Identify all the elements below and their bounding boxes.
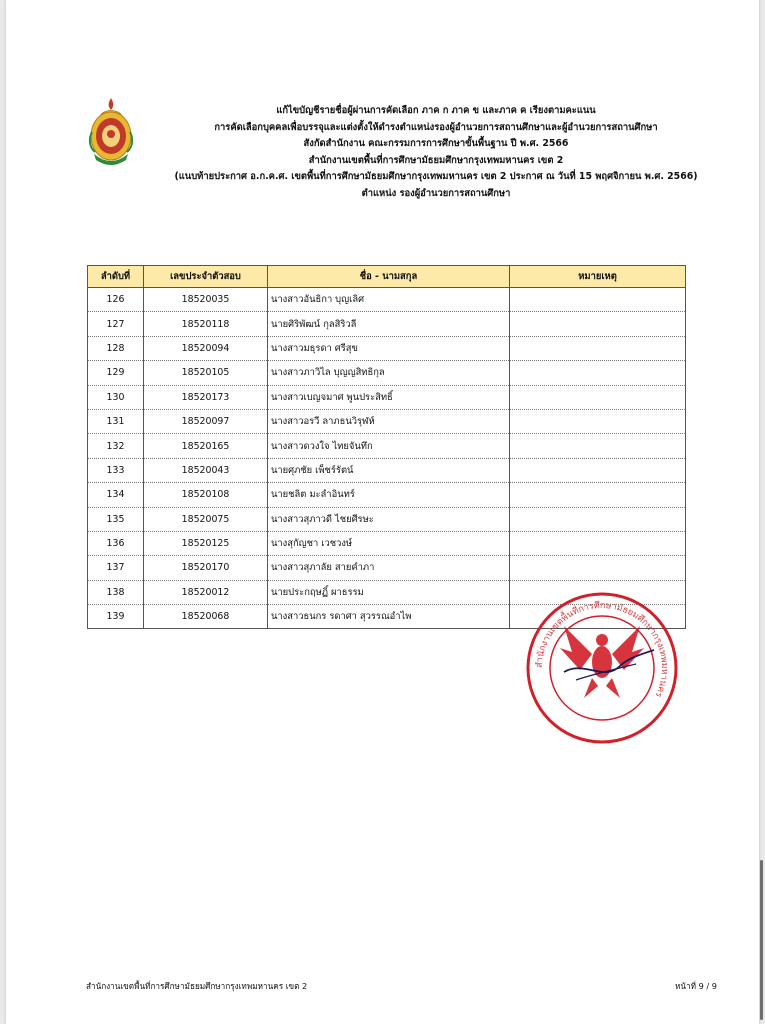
order-cell: 128 (88, 336, 144, 360)
order-cell: 131 (88, 409, 144, 433)
note-cell (510, 361, 686, 385)
name-cell: นางสาวอรวี ลาภธนวิรุฬห์ (268, 409, 510, 433)
garuda-emblem-icon (560, 626, 644, 698)
table-row (88, 312, 686, 336)
exam-id-cell: 18520094 (144, 336, 268, 360)
table-row (88, 288, 686, 312)
candidate-table (87, 265, 686, 629)
note-cell (510, 507, 686, 531)
exam-id-cell: 18520105 (144, 361, 268, 385)
order-cell: 139 (88, 605, 144, 629)
note-cell (510, 556, 686, 580)
name-cell: นายศุภชัย เพ็ชร์รัตน์ (268, 458, 510, 482)
name-cell: นางสาวอันธิกา บุญเลิศ (268, 288, 510, 312)
table-row (88, 336, 686, 360)
name-cell: นายชลิต มะลำอินทร์ (268, 483, 510, 507)
note-cell (510, 434, 686, 458)
exam-id-cell: 18520097 (144, 409, 268, 433)
table-row (88, 507, 686, 531)
header-office: สำนักงานเขตพื้นที่การศึกษามัธยมศึกษากรุงเทพมหานคร เขต 2 (308, 154, 564, 166)
exam-id-cell: 18520108 (144, 483, 268, 507)
order-cell: 137 (88, 556, 144, 580)
document-header (106, 103, 765, 203)
table-row (88, 409, 686, 433)
name-cell: นายประกฤษฏิ์ ผาธรรม (268, 580, 510, 604)
name-cell: นายศิริพัฒน์ กุลสิริวลี (268, 312, 510, 336)
footer-page-number: หน้าที่ 9 / 9 (675, 981, 717, 991)
name-cell: นางสาวธนกร รดาศา สุวรรณอำไพ (268, 605, 510, 629)
table-row (88, 483, 686, 507)
header-title: แก้ไขบัญชีรายชื่อผู้ผ่านการคัดเลือก ภาค ก ภาค ข และภาค ค เรียงตามคะแนน (276, 105, 596, 116)
exam-id-cell: 18520165 (144, 434, 268, 458)
note-cell (510, 312, 686, 336)
col-header-note: หมายเหตุ (510, 266, 686, 288)
table-row (88, 458, 686, 482)
table-row (88, 385, 686, 409)
header-position: ตำแหน่ง รองผู้อำนวยการสถานศึกษา (361, 187, 511, 199)
table-row (88, 361, 686, 385)
footer-office-name: สำนักงานเขตพื้นที่การศึกษามัธยมศึกษากรุงเทพมหานคร เขต 2 (86, 981, 308, 991)
header-affiliation: สังกัดสำนักงาน คณะกรรมการการศึกษาขั้นพื้นฐาน ปี พ.ศ. 2566 (303, 138, 569, 150)
order-cell: 136 (88, 531, 144, 555)
vertical-scrollbar[interactable] (760, 860, 763, 1020)
name-cell: นางสาวภาวิไล บุญญสิทธิกุล (268, 361, 510, 385)
header-subtitle: การคัดเลือกบุคคลเพื่อบรรจุและแต่งตั้งให้ดำรงตำแหน่งรองผู้อำนวยการสถานศึกษาและผู้อำนวยการสถานศึกษา (214, 121, 658, 133)
exam-id-cell: 18520035 (144, 288, 268, 312)
note-cell (510, 458, 686, 482)
note-cell (510, 288, 686, 312)
col-header-name: ชื่อ - นามสกุล (268, 266, 510, 288)
note-cell (510, 385, 686, 409)
name-cell: นางสาวมธุรดา ศรีสุข (268, 336, 510, 360)
seal-ring-text: สำนักงานเขตพื้นที่การศึกษามัธยมศึกษากรุงเทพมหานคร (533, 599, 671, 700)
col-header-order: ลำดับที่ (88, 266, 144, 288)
col-header-exam-id: เลขประจำตัวสอบ (144, 266, 268, 288)
name-cell: นางสาวสุภาลัย สายคำภา (268, 556, 510, 580)
note-cell (510, 336, 686, 360)
order-cell: 126 (88, 288, 144, 312)
exam-id-cell: 18520043 (144, 458, 268, 482)
exam-id-cell: 18520173 (144, 385, 268, 409)
order-cell: 134 (88, 483, 144, 507)
note-cell (510, 483, 686, 507)
name-cell: นางสาวเบญจมาศ พูนประสิทธิ์ (268, 385, 510, 409)
note-cell (510, 531, 686, 555)
table-header-row (88, 266, 686, 288)
name-cell: นางสาวสุภาวดี ไชยศีรษะ (268, 507, 510, 531)
exam-id-cell: 18520075 (144, 507, 268, 531)
exam-id-cell: 18520118 (144, 312, 268, 336)
order-cell: 130 (88, 385, 144, 409)
exam-id-cell: 18520125 (144, 531, 268, 555)
official-seal-stamp (524, 590, 680, 746)
header-attachment-note: (แนบท้ายประกาศ อ.ก.ค.ศ. เขตพื้นที่การศึกษามัธยมศึกษากรุงเทพมหานคร เขต 2 ประกาศ ณ วันที่ 15 พฤศจิกายน พ.ศ. 2566) (174, 171, 698, 183)
order-cell: 133 (88, 458, 144, 482)
exam-id-cell: 18520068 (144, 605, 268, 629)
order-cell: 132 (88, 434, 144, 458)
name-cell: นางสาวดวงใจ ไทยจันทึก (268, 434, 510, 458)
exam-id-cell: 18520012 (144, 580, 268, 604)
order-cell: 138 (88, 580, 144, 604)
order-cell: 129 (88, 361, 144, 385)
document-page (6, 0, 759, 1024)
note-cell (510, 409, 686, 433)
order-cell: 127 (88, 312, 144, 336)
order-cell: 135 (88, 507, 144, 531)
exam-id-cell: 18520170 (144, 556, 268, 580)
table-row (88, 434, 686, 458)
name-cell: นางสุกัญชา เวชวงษ์ (268, 531, 510, 555)
table-row (88, 531, 686, 555)
table-row (88, 556, 686, 580)
